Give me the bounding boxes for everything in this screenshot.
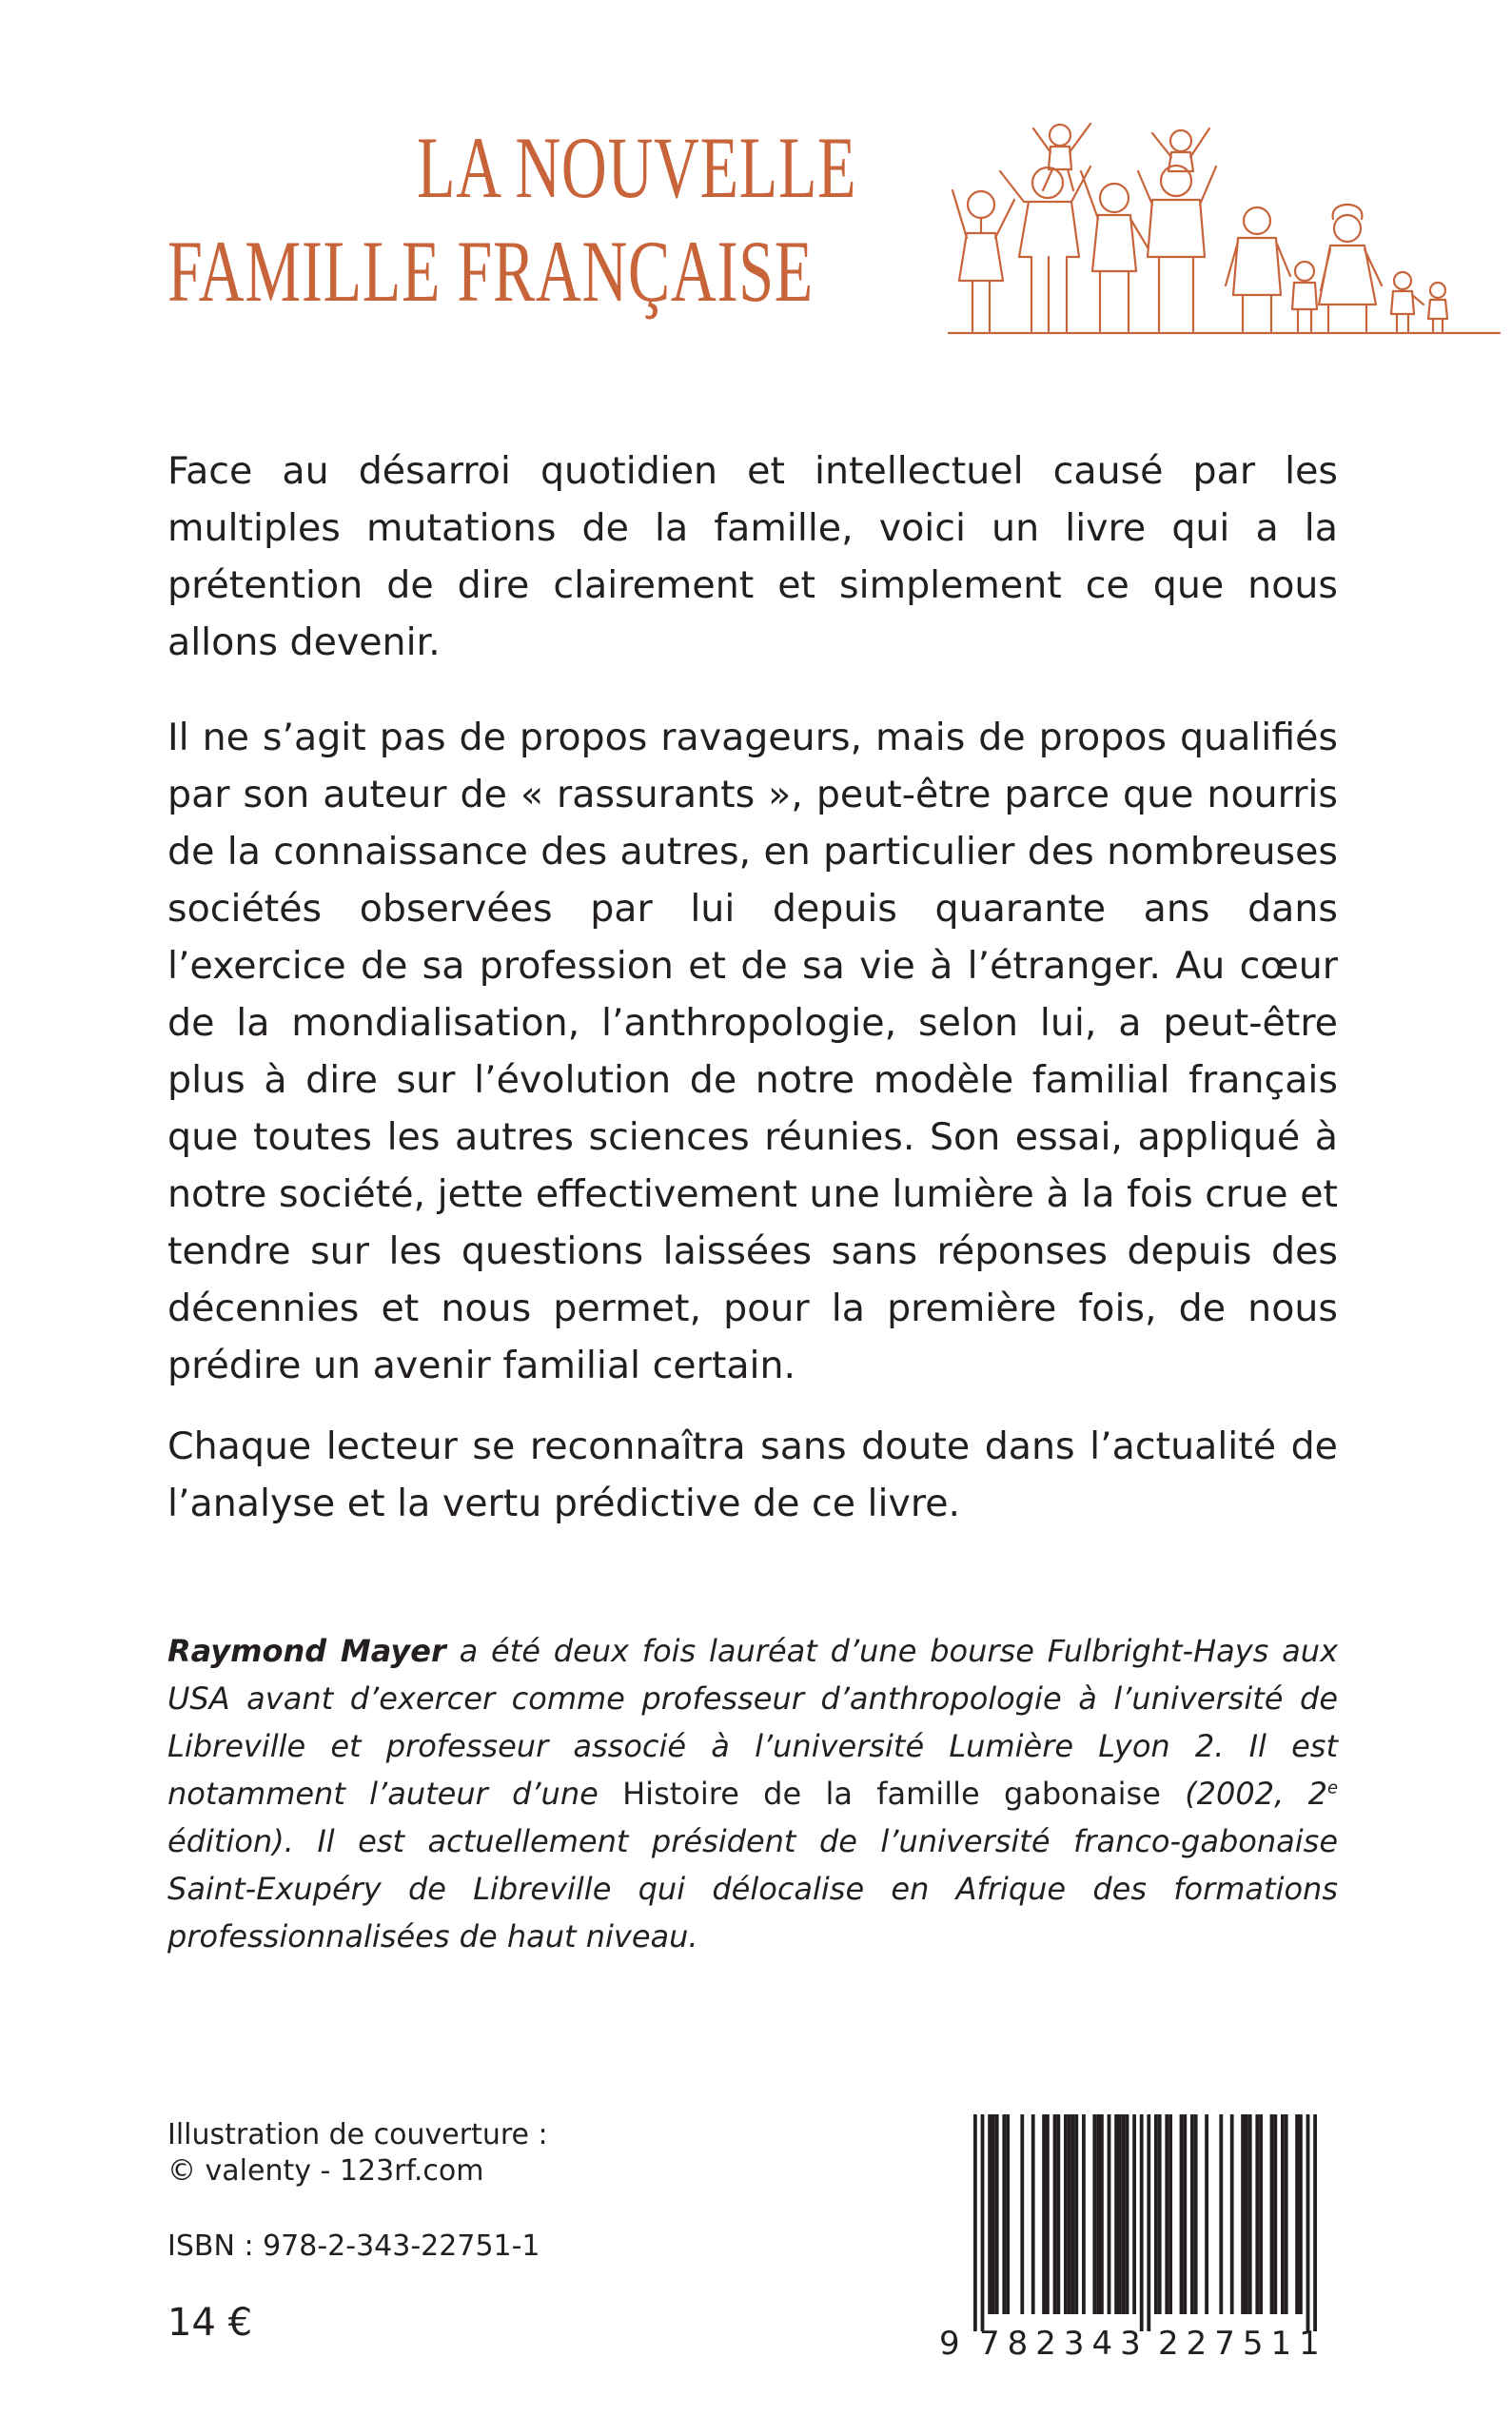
- barcode-bar: [1273, 2114, 1277, 2314]
- barcode-digit-first: 9: [939, 2325, 960, 2362]
- barcode-bar: [1168, 2114, 1172, 2314]
- barcode-bar: [1147, 2114, 1150, 2331]
- barcode-bar: [1056, 2114, 1060, 2314]
- barcode-digits-left: 782343: [979, 2325, 1149, 2362]
- author-bio: [167, 1627, 1338, 1960]
- barcode-bar: [981, 2114, 985, 2331]
- bio-text-1: a été deux fois lauréat d’une bourse Fulbright-Hays aux USA avant d’exercer comme professeur d’anthropologie à l’université de Libreville et professeur associé à l’université Lumière Lyon 2. Il est notamment l’auteur d’une: [167, 1633, 1339, 1812]
- barcode-bar: [988, 2114, 992, 2314]
- isbn: ISBN : 978-2-343-22751-1: [167, 2229, 540, 2263]
- barcode-bar: [1245, 2114, 1248, 2314]
- barcode-bar: [1230, 2114, 1234, 2314]
- barcode-bar: [1180, 2114, 1184, 2314]
- barcode-bar: [1194, 2114, 1198, 2314]
- barcode-bar: [1096, 2114, 1100, 2314]
- barcode-bar: [1281, 2114, 1285, 2314]
- summary-paragraph-3: Chaque lecteur se reconnaîtra sans doute dans l’actualité de l’analyse et la vertu prédictive de ce livre.: [167, 1424, 1338, 1525]
- barcode-bar: [995, 2114, 999, 2314]
- summary-paragraph-1: Face au désarroi quotidien et intellectuel causé par les multiples mutations de la famille, voici un livre qui a la prétention de dire clairement et simplement ce que nous allons devenir.: [167, 449, 1338, 664]
- barcode-bar: [1002, 2114, 1006, 2314]
- barcode-bar: [1255, 2114, 1259, 2314]
- title-line-1: LA NOUVELLE: [417, 119, 857, 216]
- bio-book-title: Histoire de la famille gabonaise: [622, 1776, 1161, 1812]
- barcode: [937, 2114, 1335, 2362]
- bio-text-2: (2002, 2: [1160, 1776, 1327, 1812]
- barcode-bar: [973, 2114, 977, 2331]
- title-line-2: FAMILLE FRANÇAISE: [167, 223, 814, 320]
- barcode-bar: [1154, 2114, 1158, 2314]
- barcode-bar: [1108, 2114, 1111, 2314]
- summary-paragraph-2: Il ne s’agit pas de propos ravageurs, mais de propos qualifiés par son auteur de « rassurants », peut-être parce que nourris de la connaissance des autres, en particulier des nombreuses sociétés observées par lui depuis quarante ans dans l’exercice de sa profession et de sa vie à l’étranger. Au cœur de la mondialisation, l’anthropologie, selon lui, a peut-être plus à dire sur l’évolution de notre modèle familial français que toutes les autres sciences réunies. Son essai, appliqué à notre société, jette effectivement une lumière à la fois crue et tendre sur les questions laissées sans réponses depuis des décennies et nous permet, pour la première fois, de nous prédire un avenir familial certain.: [167, 716, 1338, 1387]
- barcode-bar: [1285, 2114, 1288, 2314]
- barcode-bar: [1053, 2114, 1057, 2314]
- family-line-art-icon: [948, 114, 1512, 352]
- barcode-bar: [1100, 2114, 1104, 2314]
- barcode-bar: [1068, 2114, 1071, 2314]
- barcode-bar: [1042, 2114, 1046, 2314]
- barcode-bar: [1020, 2114, 1024, 2314]
- barcode-bar: [1295, 2114, 1299, 2314]
- barcode-bar: [1158, 2114, 1162, 2314]
- barcode-bar: [1122, 2114, 1126, 2314]
- barcode-bar: [1092, 2114, 1096, 2314]
- barcode-bar: [1205, 2114, 1208, 2314]
- barcode-bar: [1306, 2114, 1310, 2331]
- barcode-bar: [1006, 2114, 1010, 2314]
- barcode-bar: [1046, 2114, 1050, 2314]
- barcode-bars: [973, 2114, 1317, 2331]
- barcode-bar: [1082, 2114, 1086, 2314]
- barcode-bar: [1219, 2114, 1223, 2314]
- barcode-bar: [1248, 2114, 1252, 2314]
- barcode-bar: [1259, 2114, 1263, 2314]
- barcode-bar: [1190, 2114, 1194, 2314]
- illustration-credit-label: Illustration de couverture :: [167, 2118, 548, 2151]
- price: 14 €: [167, 2301, 253, 2345]
- barcode-bar: [1299, 2114, 1303, 2314]
- bio-edition-sup: e: [1326, 1778, 1339, 1798]
- barcode-bar: [1270, 2114, 1274, 2314]
- barcode-bar: [1165, 2114, 1168, 2314]
- author-name: Raymond Mayer: [167, 1633, 446, 1669]
- barcode-bar: [1064, 2114, 1068, 2314]
- barcode-digits-right: 227511: [1158, 2325, 1327, 2362]
- barcode-bar: [1140, 2114, 1144, 2331]
- barcode-bar: [1126, 2114, 1129, 2314]
- barcode-bar: [1183, 2114, 1187, 2314]
- bio-text-3: édition). Il est actuellement président de l’université franco-gabonaise Saint-Exupéry de Libreville qui délocalise en Afrique des formations professionnalisées de haut niveau.: [167, 1823, 1338, 1954]
- barcode-bar: [1074, 2114, 1078, 2314]
- barcode-bar: [1118, 2114, 1122, 2314]
- barcode-bar: [1031, 2114, 1035, 2314]
- illustration-credit-source: © valenty - 123rf.com: [167, 2154, 484, 2188]
- barcode-bar: [1313, 2114, 1317, 2331]
- barcode-bar: [1114, 2114, 1118, 2314]
- barcode-bar: [1132, 2114, 1136, 2314]
- barcode-bar: [1071, 2114, 1075, 2314]
- barcode-bar: [992, 2114, 995, 2314]
- barcode-bar: [1241, 2114, 1245, 2314]
- cover-title: [167, 114, 1338, 343]
